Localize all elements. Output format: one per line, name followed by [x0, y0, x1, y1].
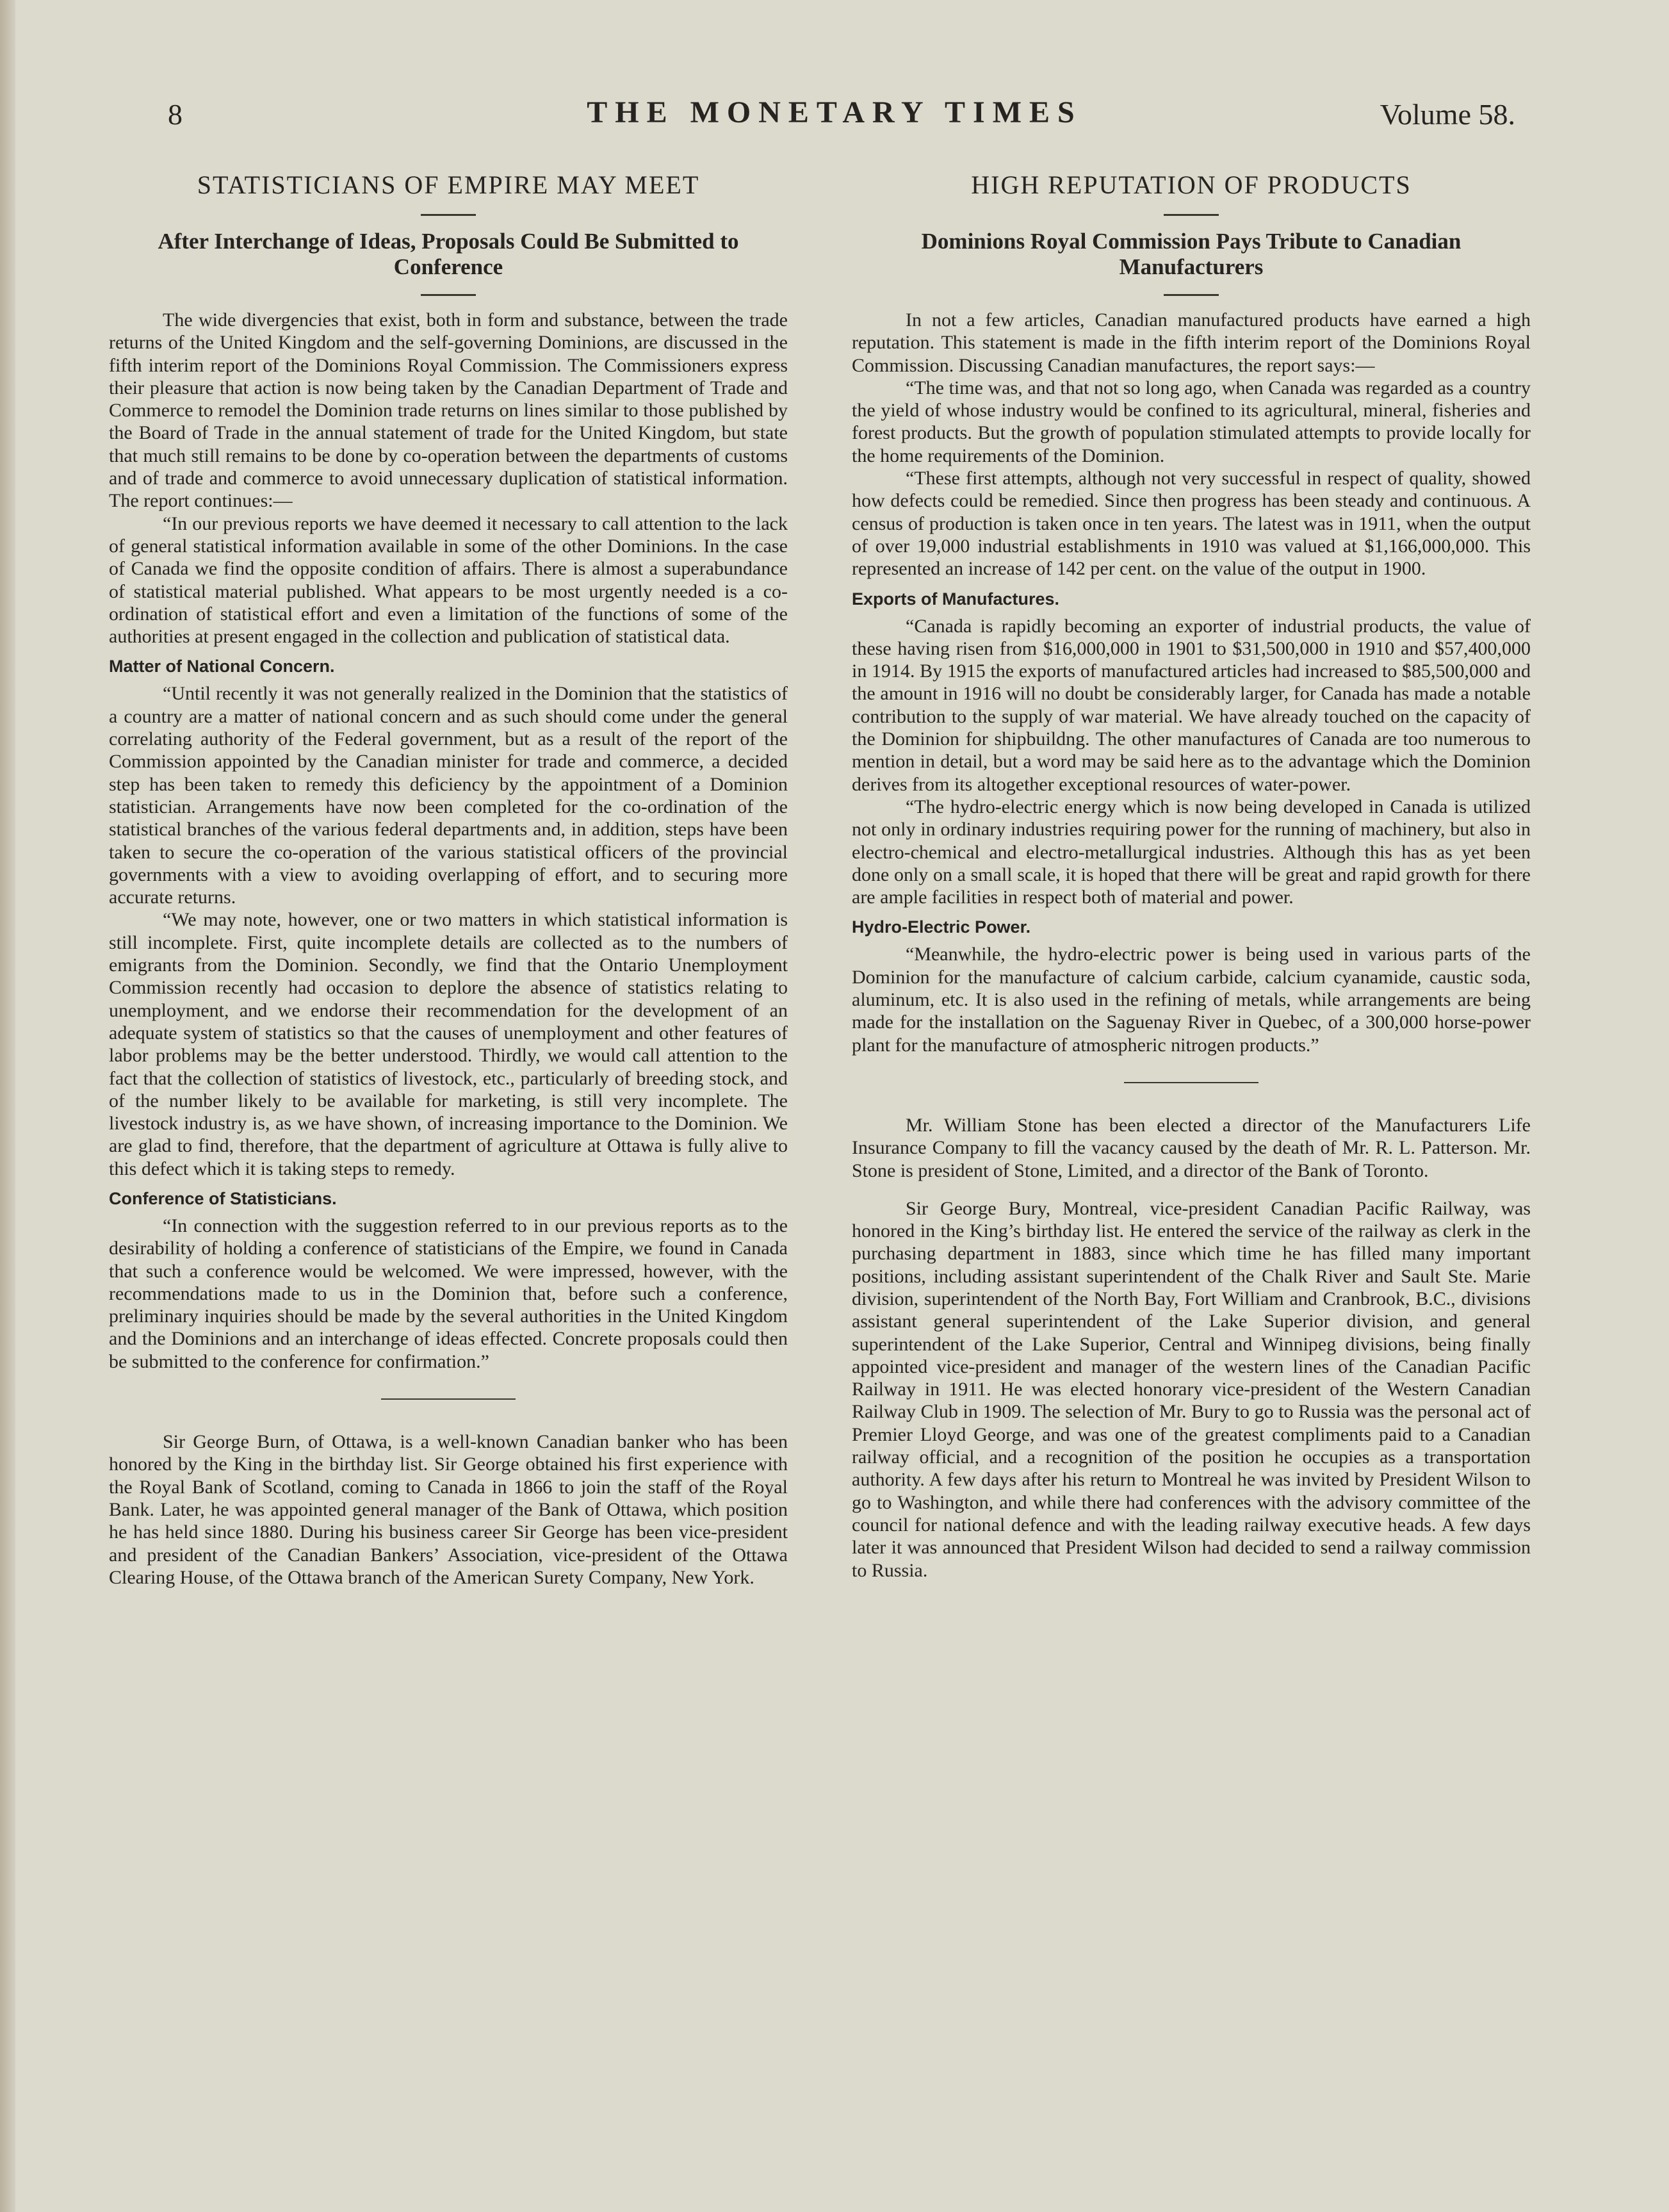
right-paragraph: “The time was, and that not so long ago, when Canada was regarded as a country the yield of whose industry would be confined to its agricultural, mineral, fisheries and forest products. But the growth of population stimulated attempts to provide locally for the home requirements of the Dominion. [852, 377, 1531, 466]
left-paragraph: “In connection with the suggestion referred to in our previous reports as to the desirability of holding a conference of statisticians of the Empire, we found in Canada that such a conference would be welcomed. We were impressed, however, with the recommendations made to us in the Dominion that, before such a conference, preliminary inquiries should be made by the several authorities in the United Kingdom and the Dominions and an interchange of ideas effected. Concrete proposals could then be submitted to the conference for confirmation.” [109, 1215, 788, 1372]
title-rule [421, 214, 476, 216]
right-paragraph: “Canada is rapidly becoming an exporter of industrial products, the value of these having risen from $16,000,000 in 1901 to $31,500,000 in 1910 and $57,400,000 in 1914. By 1915 the exports of manufactured articles had increased to $85,500,000 and the amount in 1916 will no doubt be considerably larger, for Canada has made a notable contribution to the supply of war material. We have already touched on the capacity of the Dominion for shipbuildng. The other manufactures of Canada are too numerous to mention in detail, but a word may be said here as to the advantage which the Dominion derives from its altogether exceptional resources of water-power. [852, 615, 1531, 795]
left-brief-item: Sir George Burn, of Ottawa, is a well-known Canadian banker who has been honored by the King in the birthday list. Sir George obtained his first experience with the Royal Bank of Scotland, coming to Canada in 1866 to join the staff of the Royal Bank. Later, he was appointed general manager of the Bank of Ottawa, which position he has held since 1880. During his business career Sir George has been vice-president and president of the Canadian Bankers’ Association, vice-president of the Ottawa Clearing House, of the Ottawa branch of the American Surety Company, New York. [109, 1431, 788, 1588]
right-article-title: HIGH REPUTATION OF PRODUCTS [971, 170, 1412, 199]
right-subheading: Hydro-Electric Power. [852, 917, 1031, 937]
left-paragraph: “We may note, however, one or two matters in which statistical information is still incomplete. First, quite incomplete details are collected as to the numbers of emigrants from the Dominion. Secondly, we find that the Ontario Unemployment Commission recently had occasion to deplore the absence of statistics relating to unemployment, and we endorse their recommendation for the development of an adequate system of statistics so that the causes of unemployment and other features of labor problems may be the better understood. Thirdly, we would call attention to the fact that the collection of statistics of livestock, etc., particularly of breeding stock, and of the number likely to be available for marketing, is still very incomplete. The livestock industry is, as we have shown, of increasing importance to the Dominion. We are glad to find, therefore, that the department of agriculture at Ottawa is fully alive to this defect which it is taking steps to remedy. [109, 909, 788, 1179]
page-number: 8 [168, 98, 183, 131]
page-header [154, 95, 1515, 140]
deck-rule [1164, 294, 1219, 296]
section-divider [1124, 1082, 1258, 1083]
left-subheading: Matter of National Concern. [109, 657, 335, 676]
right-article-deck: Dominions Royal Commission Pays Tribute to Canadian Manufacturers [921, 229, 1461, 279]
left-article-deck: After Interchange of Ideas, Proposals Could Be Submitted to Conference [158, 229, 739, 279]
right-paragraph: “The hydro-electric energy which is now being developed in Canada is utilized not only in ordinary industries requiring power for the running of machinery, but also in electro-chemical and electro-metallurgical industries. Although this has as yet been done only on a small scale, it is hoped that there will be great and rapid growth for there are ample facilities in respect both of material and power. [852, 796, 1531, 908]
left-paragraph: “Until recently it was not generally realized in the Dominion that the statistics of a country are a matter of national concern and as such should come under the general correlating authority of the Federal government, but as a result of the report of the Commission appointed by the Canadian minister for trade and commerce, a decided step has been taken to remedy this deficiency by the appointment of a Dominion statistician. Arrangements have now been completed for the co-ordination of the statistical branches of the various federal departments and, in addition, steps have been taken to secure the co-operation of the various statistical officers of the provincial governments with a view to avoiding overlapping of effort, and to securing more accurate returns. [109, 683, 788, 908]
page-binding-edge [0, 0, 15, 2212]
right-brief-item: Sir George Bury, Montreal, vice-president Canadian Pacific Railway, was honored in the King’s birthday list. He entered the service of the railway as clerk in the purchasing department in 1883, since which time he has filled many important positions, including assistant superintendent of the Chalk River and Sault Ste. Marie division, superintendent of the North Bay, Fort William and Cranbrook, B.C., divisions assistant general superintendent of the Lake Superior division, and general superintendent of the Lake Superior, Central and Winnipeg divisions, being finally appointed vice-president and manager of the western lines of the Canadian Pacific Railway in 1911. He was elected honorary vice-president of the Western Canadian Railway Club in 1909. The selection of Mr. Bury to go to Russia was the personal act of Premier Lloyd George, and was one of the greatest compliments paid to a Canadian railway official, and a recognition of the position he occupies as a transportation authority. A few days after his return to Montreal he was invited by President Wilson to go to Washington, and while there had conferences with the advisory committee of the council for national defence and with the leading railway executive heads. A few days later it was announced that President Wilson had decided to send a railway commission to Russia. [852, 1197, 1531, 1581]
left-paragraph: The wide divergencies that exist, both in form and substance, between the trade returns of the United Kingdom and the self-governing Dominions, are discussed in the fifth interim report of the Dominions Royal Commission. The Commissioners express their pleasure that action is now being taken by the Canadian Department of Trade and Commerce to remodel the Dominion trade returns on lines similar to those published by the Board of Trade in the annual statement of trade for the United Kingdom, but state that much still remains to be done by co-operation between the departments of customs and of trade and commerce to avoid unnecessary duplication of statistical information. The report continues:— [109, 309, 788, 512]
left-subheading: Conference of Statisticians. [109, 1188, 337, 1208]
right-paragraph: In not a few articles, Canadian manufactured products have earned a high reputation. This statement is made in the fifth interim report of the Dominions Royal Commission. Discussing Canadian manufactures, the report says:— [852, 309, 1531, 376]
right-subheading: Exports of Manufactures. [852, 589, 1060, 609]
right-column [852, 170, 1531, 1582]
right-paragraph: “These first attempts, although not very successful in respect of quality, showed how defects could be remedied. Since then progress has been steady and continuous. A census of production is taken once in ten years. The latest was in 1911, when the output of over 19,000 industrial establishments in 1910 was valued at $1,166,000,000. This represented an increase of 142 per cent. on the value of the output in 1900. [852, 468, 1531, 580]
left-article-title: STATISTICIANS OF EMPIRE MAY MEET [197, 170, 700, 199]
volume-number: Volume 58. [1380, 98, 1515, 131]
left-paragraph: “In our previous reports we have deemed it necessary to call attention to the lack of general statistical information available in some of the other Dominions. In the case of Canada we find the opposite condition of affairs. There is almost a superabundance of statistical material published. What appears to be most urgently needed is a co-ordination of statistical effort and even a limitation of the functions of some of the authorities at present engaged in the collection and publication of statistical data. [109, 512, 788, 648]
title-rule [1164, 214, 1219, 216]
right-brief-item: Mr. William Stone has been elected a director of the Manufacturers Life Insurance Company to fill the vacancy caused by the death of Mr. R. L. Patterson. Mr. Stone is president of Stone, Limited, and a director of the Bank of Toronto. [852, 1114, 1531, 1181]
left-column [109, 170, 788, 1589]
masthead: THE MONETARY TIMES [587, 95, 1082, 129]
section-divider [381, 1398, 516, 1400]
deck-rule [421, 294, 476, 296]
right-paragraph: “Meanwhile, the hydro-electric power is being used in various parts of the Dominion for the manufacture of calcium carbide, calcium cyanamide, caustic soda, aluminum, etc. It is also used in the refining of metals, while arrangements are being made for the installation on the Saguenay River in Quebec, of a 300,000 horse-power plant for the manufacture of atmospheric nitrogen products.” [852, 944, 1531, 1056]
